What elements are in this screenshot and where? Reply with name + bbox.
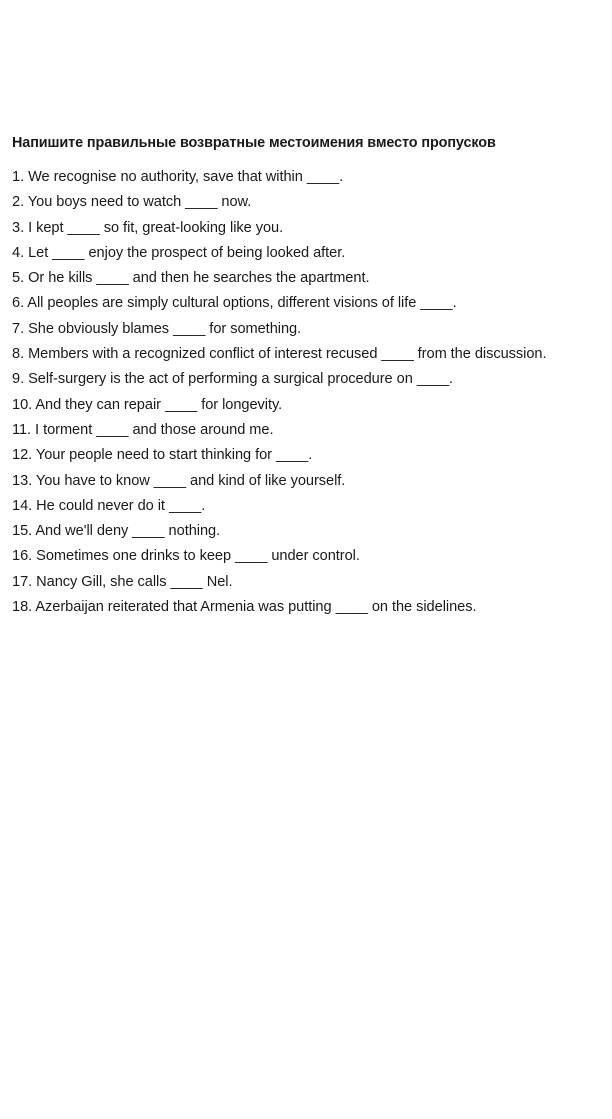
exercise-item-13: 13. You have to know ____ and kind of like yourself. xyxy=(12,472,346,489)
exercise-sheet xyxy=(12,133,608,620)
exercise-item-15: 15. And we'll deny ____ nothing. xyxy=(12,523,221,540)
exercise-item-12: 12. Your people need to start thinking for ____. xyxy=(12,447,313,464)
exercise-item-18: 18. Azerbaijan reiterated that Armenia was putting ____ on the sidelines. xyxy=(12,599,477,616)
exercise-item-8: 8. Members with a recognized conflict of interest recused ____ from the discussion. xyxy=(12,346,547,363)
exercise-item-5: 5. Or he kills ____ and then he searches the apartment. xyxy=(12,270,370,287)
exercise-item-4: 4. Let ____ enjoy the prospect of being looked after. xyxy=(12,244,346,261)
exercise-item-3: 3. I kept ____ so fit, great-looking like you. xyxy=(12,219,284,236)
exercise-item-2: 2. You boys need to watch ____ now. xyxy=(12,194,252,211)
exercise-item-7: 7. She obviously blames ____ for something. xyxy=(12,320,302,337)
exercise-item-6: 6. All peoples are simply cultural options, different visions of life ____. xyxy=(12,295,457,312)
exercise-list xyxy=(12,165,608,620)
exercise-item-9: 9. Self-surgery is the act of performing a surgical procedure on ____. xyxy=(12,371,454,388)
exercise-title: Напишите правильные возвратные местоимения вместо пропусков xyxy=(12,135,496,151)
exercise-item-17: 17. Nancy Gill, she calls ____ Nel. xyxy=(12,573,233,590)
exercise-item-14: 14. He could never do it ____. xyxy=(12,497,206,514)
exercise-item-16: 16. Sometimes one drinks to keep ____ under control. xyxy=(12,548,360,565)
exercise-item-1: 1. We recognise no authority, save that within ____. xyxy=(12,169,344,185)
exercise-item-10: 10. And they can repair ____ for longevity. xyxy=(12,396,283,413)
exercise-item-11: 11. I torment ____ and those around me. xyxy=(12,421,274,438)
